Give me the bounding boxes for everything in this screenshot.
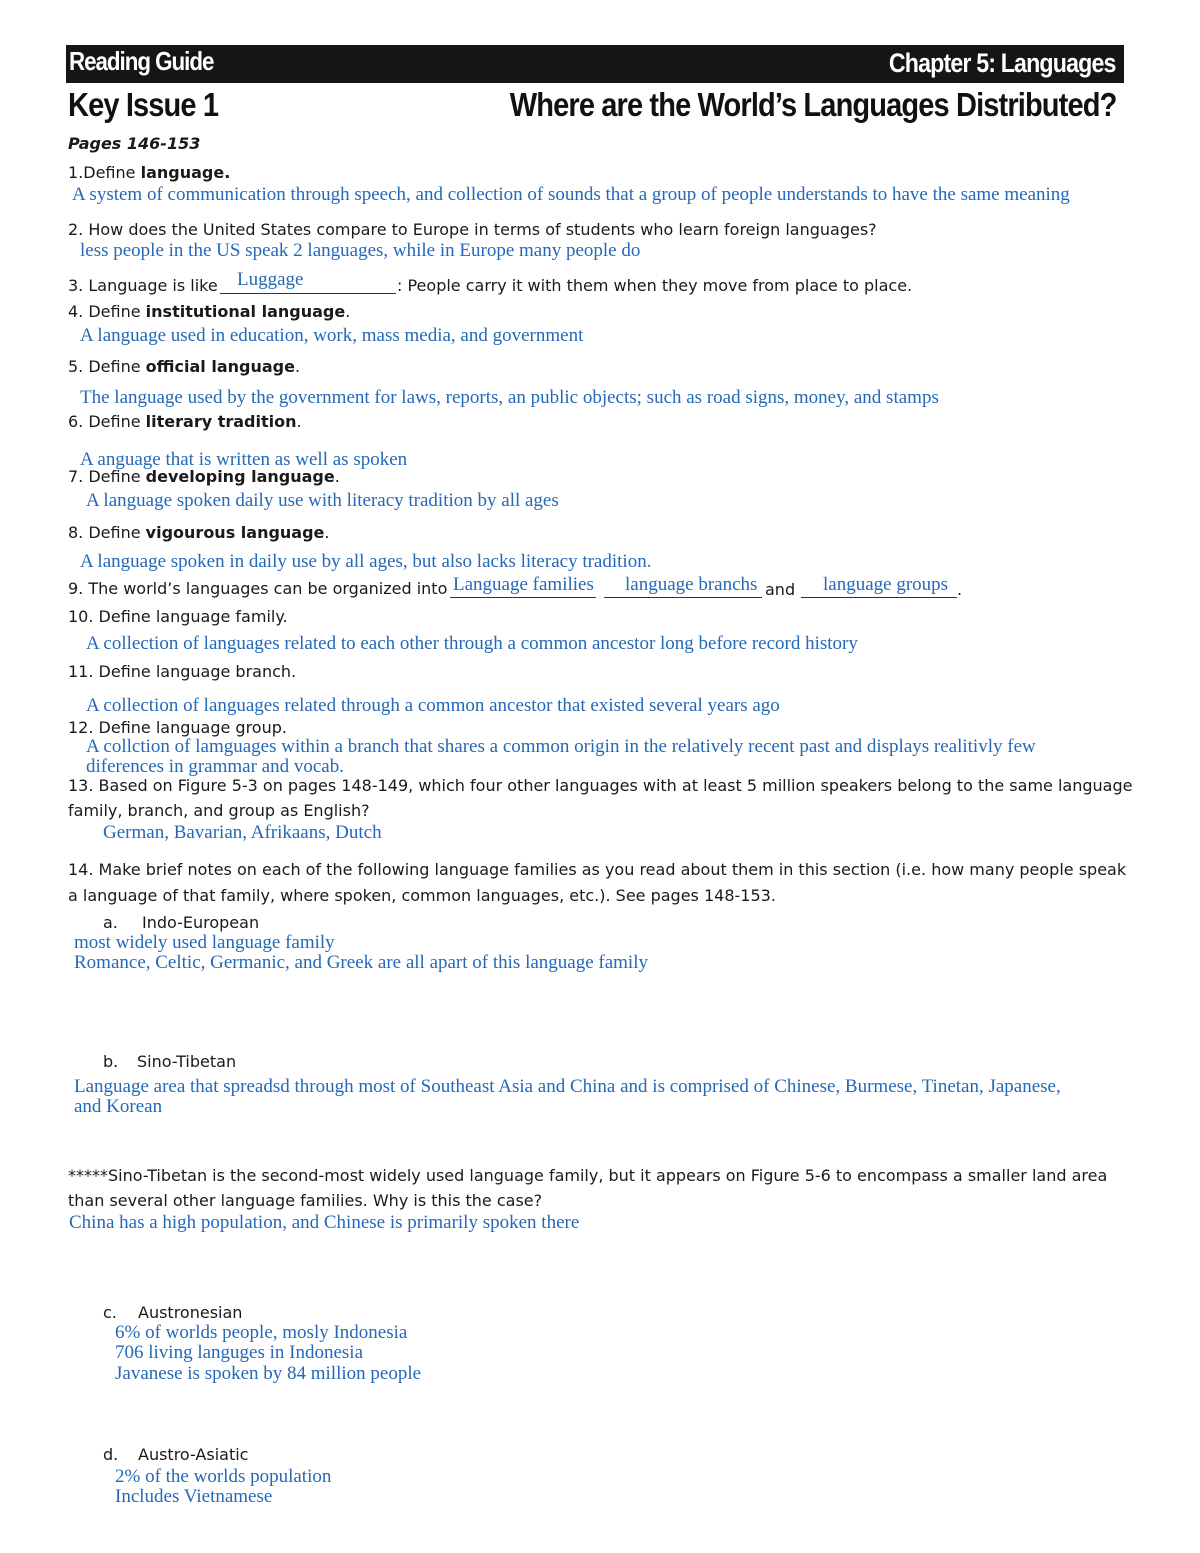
star-answer: China has a high population, and Chinese is primarily spoken there bbox=[69, 1212, 580, 1233]
question-14-line-1: 14. Make brief notes on each of the following language families as you read about them in this section (i.e. how many people speak bbox=[68, 860, 1127, 879]
question-3-suffix: : People carry it with them when they move from place to place. bbox=[397, 276, 913, 295]
question-7-term: developing language bbox=[145, 467, 335, 486]
item-a-letter: a. bbox=[103, 913, 118, 932]
item-b-name: Sino-Tibetan bbox=[137, 1052, 237, 1071]
question-9-blank-1 bbox=[450, 597, 596, 598]
question-4-suffix: . bbox=[345, 302, 351, 321]
question-6-suffix: . bbox=[296, 412, 302, 431]
question-7-suffix: . bbox=[334, 467, 340, 486]
question-13-line-2: family, branch, and group as English? bbox=[68, 801, 370, 820]
answer-9-families: Language families bbox=[453, 574, 594, 595]
question-9-end: . bbox=[957, 580, 963, 599]
key-issue-heading: Key Issue 1 bbox=[68, 86, 219, 123]
question-5-prefix: 5. Define bbox=[68, 357, 146, 376]
question-14-line-2: a language of that family, where spoken, common languages, etc.). See pages 148-153. bbox=[68, 886, 776, 905]
question-7 bbox=[68, 467, 340, 486]
pages-range: Pages 146-153 bbox=[68, 134, 201, 153]
question-9-and: and bbox=[765, 580, 796, 599]
item-c-letter: c. bbox=[103, 1303, 117, 1322]
question-13-line-1: 13. Based on Figure 5-3 on pages 148-149, which four other languages with at least 5 million speakers belong to the same language bbox=[68, 776, 1133, 795]
answer-7: A language spoken daily use with literacy tradition by all ages bbox=[86, 490, 559, 511]
question-1-term: language. bbox=[140, 163, 231, 182]
reading-guide-label: Reading Guide bbox=[69, 46, 214, 76]
star-question-line-2: than several other language families. Why is this the case? bbox=[68, 1191, 543, 1210]
question-4-term: institutional language bbox=[145, 302, 346, 321]
item-d-note-2: Includes Vietnamese bbox=[115, 1486, 273, 1507]
question-4 bbox=[68, 302, 350, 321]
question-5-suffix: . bbox=[294, 357, 301, 376]
question-6 bbox=[68, 412, 302, 431]
question-3-blank-line bbox=[220, 293, 396, 294]
question-7-prefix: 7. Define bbox=[68, 467, 146, 486]
item-d-letter: d. bbox=[103, 1445, 119, 1464]
item-a-note-1: most widely used language family bbox=[74, 932, 335, 953]
page-title: Where are the World’s Languages Distributed? bbox=[509, 86, 1116, 123]
answer-11: A collection of languages related through a common ancestor that existed several years ago bbox=[86, 695, 780, 716]
answer-1: A system of communication through speech, and collection of sounds that a group of people understands to have the same meaning bbox=[72, 184, 1070, 205]
answer-2: less people in the US speak 2 languages, while in Europe many people do bbox=[80, 240, 641, 261]
item-b-letter: b. bbox=[103, 1052, 119, 1071]
question-12: 12. Define language group. bbox=[68, 718, 287, 737]
question-5 bbox=[68, 357, 300, 376]
item-b-note-1: Language area that spreadsd through most of Southeast Asia and China and is comprised of Chinese, Burmese, Tinetan, Japanese, bbox=[74, 1076, 1061, 1097]
item-a-note-2: Romance, Celtic, Germanic, and Greek are all apart of this language family bbox=[74, 952, 648, 973]
item-d-note-1: 2% of the worlds population bbox=[115, 1466, 332, 1487]
question-8 bbox=[68, 523, 330, 542]
answer-5: The language used by the government for laws, reports, an public objects; such as road signs, money, and stamps bbox=[80, 387, 939, 408]
item-c-note-1: 6% of worlds people, mosly Indonesia bbox=[115, 1322, 408, 1343]
answer-8: A language spoken in daily use by all ages, but also lacks literacy tradition. bbox=[80, 551, 652, 572]
chapter-label: Chapter 5: Languages bbox=[889, 48, 1116, 78]
question-8-term: vigourous language bbox=[145, 523, 325, 542]
question-9-blank-2 bbox=[604, 597, 762, 598]
answer-9-groups: language groups bbox=[823, 574, 949, 595]
header-bar bbox=[66, 45, 1124, 83]
question-4-prefix: 4. Define bbox=[68, 302, 146, 321]
question-6-prefix: 6. Define bbox=[68, 412, 146, 431]
answer-9-branches: language branchs bbox=[625, 574, 758, 595]
question-10: 10. Define language family. bbox=[68, 607, 288, 626]
question-8-suffix: . bbox=[324, 523, 330, 542]
question-6-term: literary tradition bbox=[145, 412, 297, 431]
answer-13: German, Bavarian, Afrikaans, Dutch bbox=[103, 822, 382, 843]
item-c-note-2: 706 living languges in Indonesia bbox=[115, 1342, 364, 1363]
answer-12-line-1: A collction of lamguages within a branch that shares a common origin in the relatively recent past and displays realitivly few bbox=[86, 736, 1036, 757]
answer-3: Luggage bbox=[237, 269, 304, 290]
question-3-prefix: 3. Language is like bbox=[68, 276, 218, 295]
item-a-name: Indo-European bbox=[142, 913, 260, 932]
answer-4: A language used in education, work, mass media, and government bbox=[80, 325, 584, 346]
item-c-note-3: Javanese is spoken by 84 million people bbox=[115, 1363, 422, 1384]
question-1 bbox=[68, 163, 230, 182]
question-2: 2. How does the United States compare to Europe in terms of students who learn foreign languages? bbox=[68, 220, 877, 239]
answer-6: A anguage that is written as well as spoken bbox=[80, 449, 408, 470]
question-8-prefix: 8. Define bbox=[68, 523, 146, 542]
answer-12-line-2: diferences in grammar and vocab. bbox=[86, 756, 344, 777]
question-9-blank-3 bbox=[801, 597, 957, 598]
item-d-name: Austro-Asiatic bbox=[138, 1445, 249, 1464]
item-b-note-2: and Korean bbox=[74, 1096, 163, 1117]
star-question-line-1: *****Sino-Tibetan is the second-most widely used language family, but it appears on Figure 5-6 to encompass a smaller land area bbox=[68, 1166, 1108, 1185]
item-c-name: Austronesian bbox=[138, 1303, 243, 1322]
question-5-term: official language bbox=[145, 357, 295, 376]
question-11: 11. Define language branch. bbox=[68, 662, 297, 681]
question-1-prefix: 1.Define bbox=[68, 163, 141, 182]
question-9-prefix: 9. The world’s languages can be organized into bbox=[68, 579, 448, 598]
answer-10: A collection of languages related to each other through a common ancestor long before record history bbox=[86, 633, 858, 654]
